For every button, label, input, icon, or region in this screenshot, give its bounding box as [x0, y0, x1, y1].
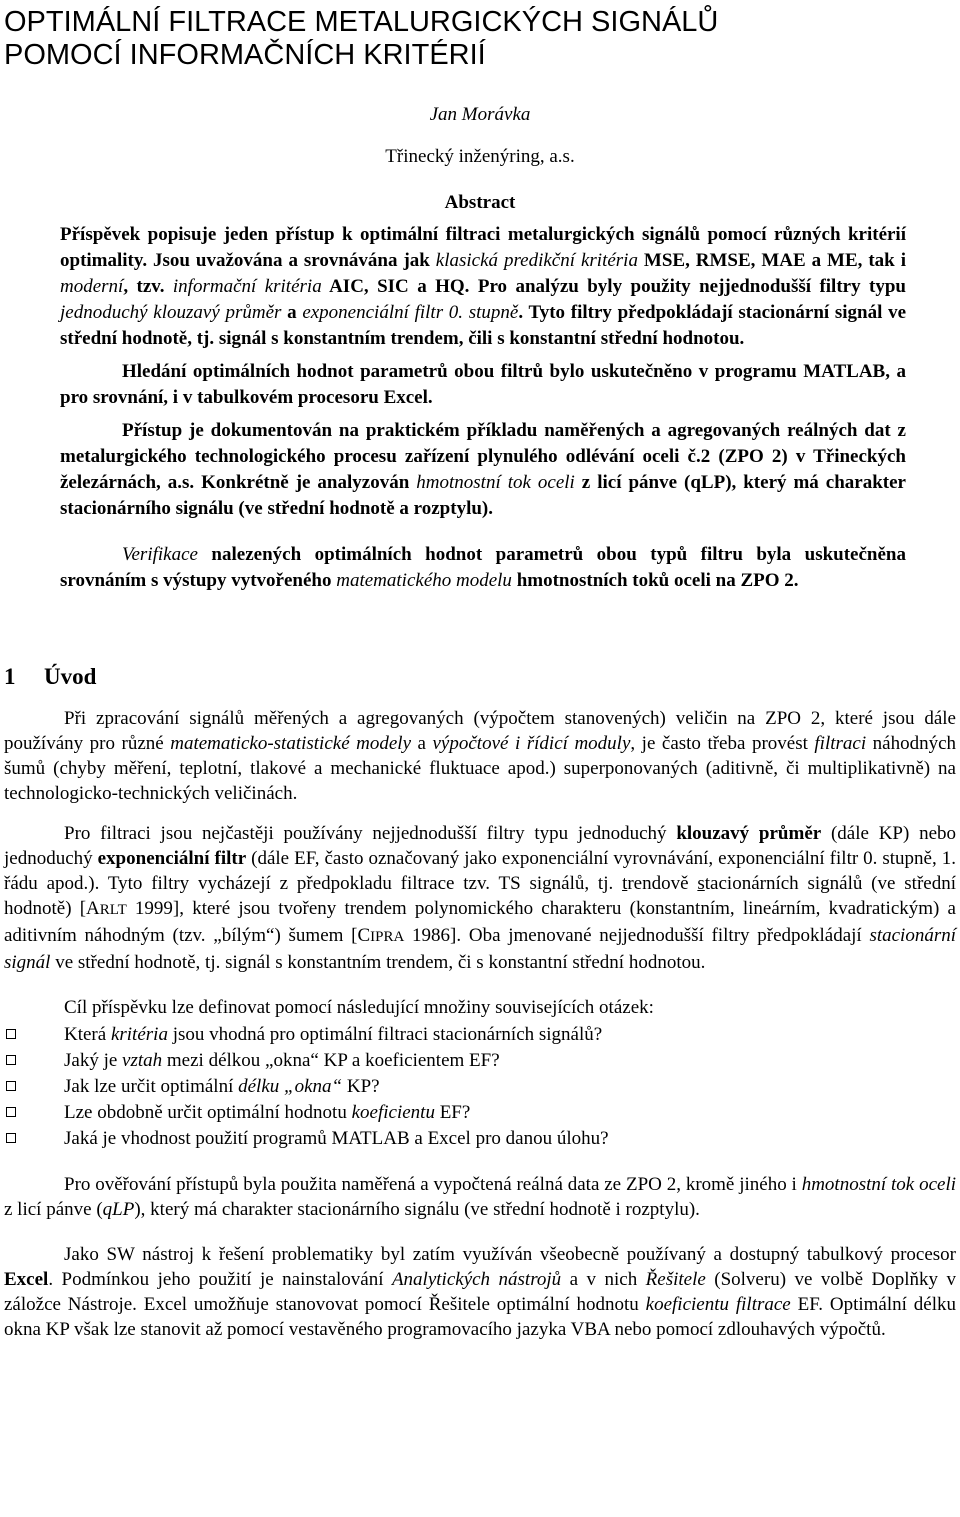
section-body [4, 706, 956, 1342]
body-paragraph-1: Při zpracování signálů měřených a agregovaných (výpočtem stanovených) veličin na ZPO 2, které jsou dále používány pro různé matematicko-statistické modely a výpočtové i řídicí moduly, je často třeba provést filtraci náhodných šumů (chyby měření, teplotní, tlakové a mechanické fluktuace apod.) superponovaných (aditivně, či multiplikativně) na technologicko-technických veličinách. [4, 708, 957, 804]
question-list [4, 1022, 956, 1152]
checkbox-bullet-icon [6, 1029, 16, 1039]
abstract-paragraph-1: Příspěvek popisuje jeden přístup k optimální filtraci metalurgických signálů pomocí různých kritérií optimality. Jsou uvažována a srovnávána jak klasická predikční kritéria MSE, RMSE, MAE a ME, tak i moderní, tzv. informační kritéria AIC, SIC a HQ. Pro analýzu byly použity nejjednodušší filtry typu jednoduchý klouzavý průměr a exponenciální filtr 0. stupně. Tyto filtry předpokládají stacionární signál ve střední hodnotě, tj. signál s konstantním trendem, čili s konstantní střední hodnotou. [60, 224, 907, 349]
checkbox-bullet-icon [6, 1133, 16, 1143]
abstract-paragraph-4: Verifikace nalezených optimálních hodnot parametrů obou typů filtru byla uskutečněna srovnáním s výstupy vytvořeného matematického modelu hmotnostních toků oceli na ZPO 2. [60, 544, 906, 591]
section-number: 1 [4, 664, 16, 689]
abstract [60, 222, 906, 594]
list-item: Jaká je vhodnost použití programů MATLAB a Excel pro danou úlohu? [4, 1126, 956, 1152]
title-line-2: POMOCÍ INFORMAČNÍCH KRITÉRIÍ [4, 39, 486, 71]
abstract-paragraph-3: Přístup je dokumentován na praktickém příkladu naměřených a agregovaných reálných dat z metalurgického technologického procesu zařízení plynulého odlévání oceli č.2 (ZPO 2) v Třineckých železárnách, a.s. Konkrétně je analyzován hmotnostní tok oceli z licí pánve (qLP), který má charakter stacionárního signálu (ve střední hodnotě a rozptylu). [60, 420, 906, 519]
abstract-heading: Abstract [444, 192, 516, 213]
checkbox-bullet-icon [6, 1081, 16, 1091]
section-heading [4, 664, 956, 690]
author-name: Jan Morávka [429, 104, 531, 125]
list-item: Která kritéria jsou vhodná pro optimální filtraci stacionárních signálů? [4, 1022, 956, 1048]
paper-title [4, 6, 956, 72]
body-paragraph-5: Jako SW nástroj k řešení problematiky byl zatím využíván všeobecně používaný a dostupný tabulkový procesor Excel. Podmínkou jeho použití je nainstalování Analytických nástrojů a v nich Řešitele (Solveru) ve volbě Doplňky v záložce Nástroje. Excel umožňuje stanovovat pomocí Řešitele optimální hodnotu koeficientu filtrace EF. Optimální délku okna KP však lze stanovit až pomocí vestavěného programovacího jazyka VBA nebo pomocí zdlouhavých výpočtů. [4, 1244, 956, 1340]
title-line-1: OPTIMÁLNÍ FILTRACE METALURGICKÝCH SIGNÁLŮ [4, 6, 719, 38]
list-item: Jaký je vztah mezi délkou „okna“ KP a koeficientem EF? [4, 1048, 956, 1074]
list-item: Lze obdobně určit optimální hodnotu koeficientu EF? [4, 1100, 956, 1126]
checkbox-bullet-icon [6, 1107, 16, 1117]
body-paragraph-3: Cíl příspěvku lze definovat pomocí následující množiny souvisejících otázek: [64, 997, 654, 1018]
list-item: Jak lze určit optimální délku „okna“ KP? [4, 1074, 956, 1100]
author-affiliation: Třinecký inženýring, a.s. [385, 146, 575, 167]
body-paragraph-2: Pro filtraci jsou nejčastěji používány nejjednodušší filtry typu jednoduchý klouzavý průměr (dále KP) nebo jednoduchý exponenciální filtr (dále EF, často označovaný jako exponenciální vyrovnávání, exponenciální filtr 0. stupně, 1. řádu apod.). Tyto filtry vycházejí z předpokladu filtrace tzv. TS signálů, tj. trendově stacionárních signálů (ve střední hodnotě) [ARLT 1999], které jsou tvořeny trendem polynomického charakteru (konstantním, lineárním, kvadratickým) a aditivním náhodným (tzv. „bílým“) šumem [CIPRA 1986]. Oba jmenované nejjednodušší filtry předpokládají stacionární signál ve střední hodnotě, tj. signál s konstantním trendem, či s konstantní střední hodnotou. [4, 823, 956, 973]
section-title: Úvod [44, 664, 97, 689]
abstract-paragraph-2: Hledání optimálních hodnot parametrů obou filtrů bylo uskutečněno v programu MATLAB, a pro srovnání, i v tabulkovém procesoru Excel. [60, 361, 906, 408]
body-paragraph-4: Pro ověřování přístupů byla použita naměřená a vypočtená reálná data ze ZPO 2, kromě jiného i hmotnostní tok oceli z licí pánve (qLP), který má charakter stacionárního signálu (ve střední hodnotě i rozptylu). [4, 1174, 957, 1220]
checkbox-bullet-icon [6, 1055, 16, 1065]
